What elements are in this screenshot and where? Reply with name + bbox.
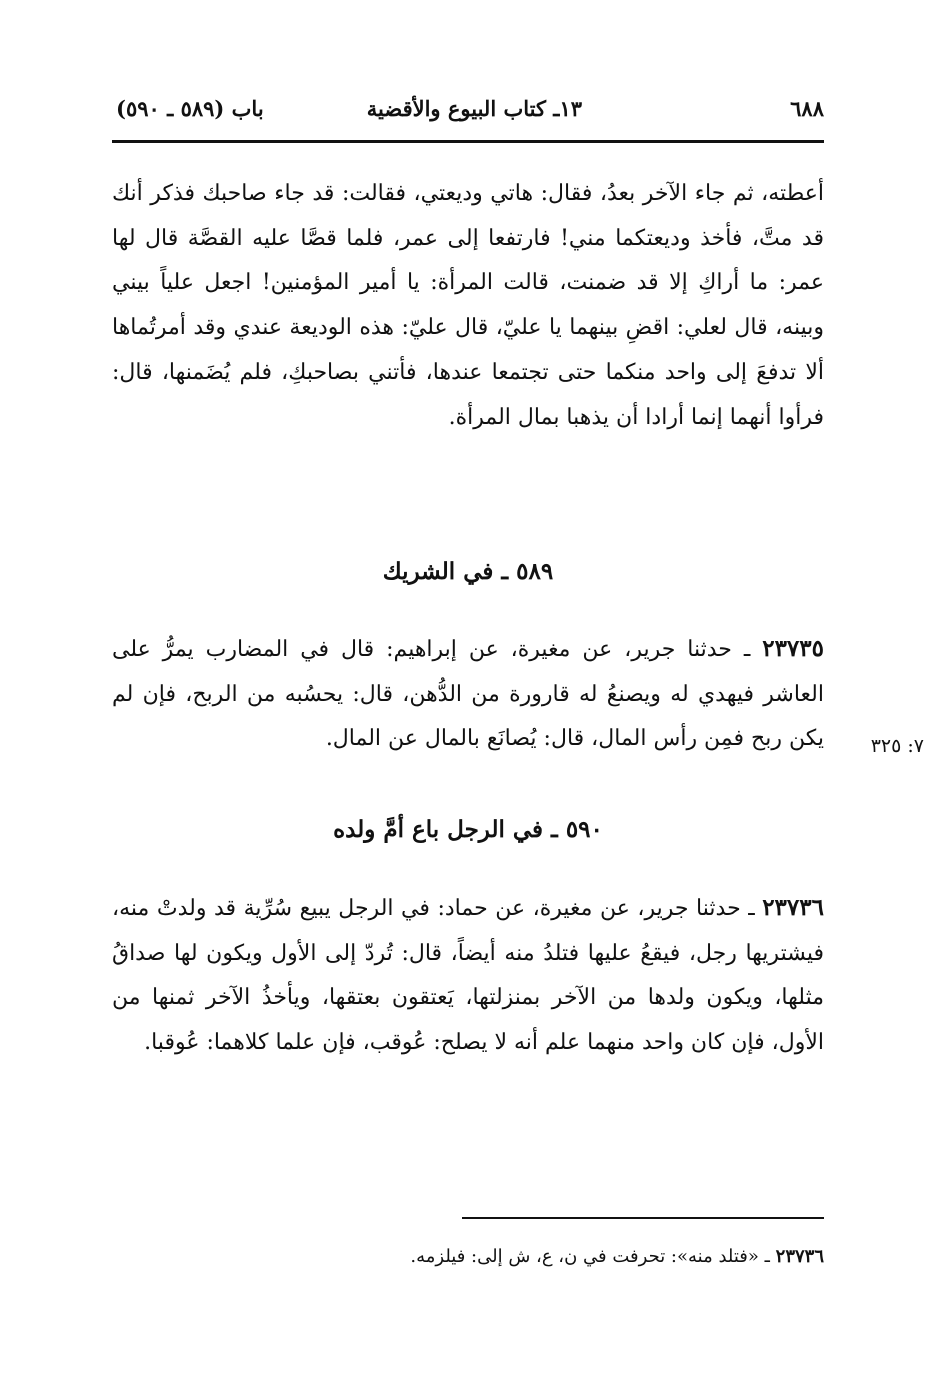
footnote-text: ـ «فتلد منه»: تحرفت في ن، ع، ش إلى: فيلزمه. <box>410 1246 770 1267</box>
hadith-paragraph <box>112 886 824 1066</box>
continuation-paragraph <box>112 172 824 440</box>
chapter-range: باب (٥٨٩ ـ ٥٩٠) <box>116 96 264 121</box>
hadith-text: ـ حدثنا جرير، عن مغيرة، عن إبراهيم: قال في المضارب يمرُّ على العاشر فيهدي له ويصنعُ له قارورة من الدُّهن، قال: يحسُبه من الربح، فإن لم يكن ربح فمِن رأس المال، قال: يُصانَع بالمال عن المال. <box>112 637 824 752</box>
footnote <box>112 1246 824 1267</box>
running-header <box>112 92 824 132</box>
book-title: ١٣ـ كتاب البيوع والأقضية <box>366 96 582 121</box>
footnote-number: ٢٣٧٣٦ <box>775 1246 824 1267</box>
hadith-paragraph <box>112 627 824 762</box>
hadith-23736 <box>112 886 824 1066</box>
continuation-text: أعطته، ثم جاء الآخر بعدُ، فقال: هاتي وديعتي، فقالت: قد جاء صاحبك فذكر أنك قد متَّ، فأخذ وديعتكما مني! فارتفعا إلى عمر، فلما قصَّا عليه القصَّة قال لها عمر: ما أراكِ إلا قد ضمنت، قالت المرأة: يا أمير المؤمنين! اجعل علياً بيني وبينه، قال لعلي: اقضِ بينهما يا عليّ، قال عليّ: هذه الوديعة عندي وقد أمرتُماها ألا تدفعَ إلى واحد منكما حتى تجتمعا عندها، فأتني بصاحبكِ، فلم يُضَمنها، قال: فرأوا أنهما إنما أرادا أن يذهبا بمال المرأة. <box>112 181 824 430</box>
hadith-23735 <box>112 627 824 762</box>
margin-reference: ٧: ٣٢٥ <box>870 735 924 757</box>
footnote-rule <box>462 1217 824 1219</box>
hadith-text: ـ حدثنا جرير، عن مغيرة، عن حماد: في الرجل يبيع سُرِّية قد ولدتْ منه، فيشتريها رجل، فيقعُ عليها فتلدُ منه أيضاً، قال: تُردّ إلى الأول ويكون لها صداقُ مثلها، ويكون ولدها من الآخر بمنزلتها، يَعتقون بعتقها، ويأخذُ الآخر ثمنها من الأول، فإن كان واحد منهما علم أنه لا يصلح: عُوقب، فإن علما كلاهما: عُوقبا. <box>112 896 824 1056</box>
hadith-number: ٢٣٧٣٥ <box>762 635 824 662</box>
section-heading-589: ٥٨٩ ـ في الشريك <box>382 558 554 585</box>
hadith-number: ٢٣٧٣٦ <box>762 894 824 921</box>
header-rule <box>112 140 824 143</box>
page-number: ٦٨٨ <box>790 96 824 121</box>
section-heading-590: ٥٩٠ ـ في الرجل باع أمَّ ولده <box>333 816 603 843</box>
